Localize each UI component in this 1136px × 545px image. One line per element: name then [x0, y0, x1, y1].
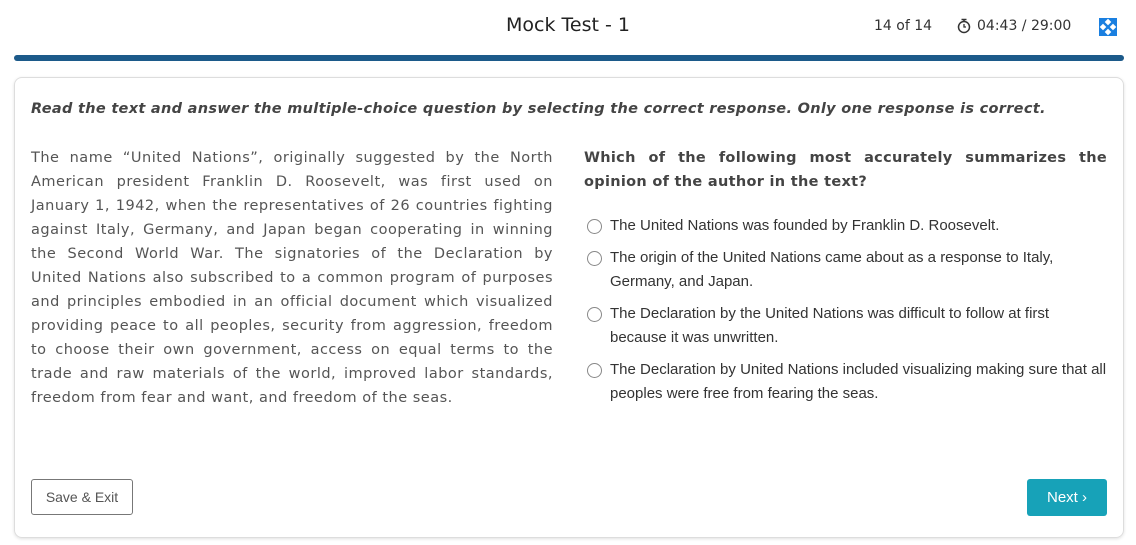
question-counter: 14 of 14: [874, 18, 933, 34]
timer-text: 04:43 / 29:00: [977, 18, 1072, 34]
reading-passage: The name “United Nations”, originally suggested by the North American president Franklin D. Roosevelt, was first used on January 1, 1942, when the representatives of 26 countries fighting against Italy, Germany, and Japan began cooperating in winning the Second World War. The signatories of the Declaration by United Nations also subscribed to a common program of purposes and principles embodied in an official document which visualized providing peace to all peoples, security from aggression, freedom to choose their own government, access on equal terms to the trade and raw materials of the world, improved labor standards, freedom from fear and want, and freedom of the seas.: [31, 150, 553, 406]
answer-option[interactable]: [587, 358, 1107, 406]
option-label: The Declaration by United Nations included visualizing making sure that all peoples were free from fearing the seas.: [610, 361, 1107, 402]
progress-bar: [14, 55, 1124, 61]
answer-option[interactable]: [587, 302, 1107, 350]
fullscreen-icon[interactable]: [1099, 18, 1117, 36]
header: [0, 0, 1136, 55]
question-text: Which of the following most accurately summarizes the opinion of the author in the text?: [584, 150, 1107, 190]
page-title: Mock Test - 1: [506, 14, 630, 36]
next-button[interactable]: Next ›: [1027, 479, 1107, 516]
answer-option[interactable]: [587, 214, 1107, 238]
progress-fill: [14, 55, 1124, 61]
radio-button[interactable]: [587, 363, 602, 378]
answer-option[interactable]: [587, 246, 1107, 294]
option-label: The United Nations was founded by Franklin D. Roosevelt.: [610, 217, 1000, 234]
stopwatch-icon: [957, 18, 971, 34]
question-card: [14, 77, 1124, 538]
option-label: The origin of the United Nations came about as a response to Italy, Germany, and Japan.: [610, 249, 1054, 290]
timer: [957, 18, 1071, 34]
radio-button[interactable]: [587, 251, 602, 266]
option-label: The Declaration by the United Nations was difficult to follow at first because it was unwritten.: [610, 305, 1050, 346]
radio-button[interactable]: [587, 219, 602, 234]
answer-options: [587, 214, 1107, 414]
instruction-text: Read the text and answer the multiple-choice question by selecting the correct response. Only one response is correct.: [31, 101, 1046, 117]
save-exit-button[interactable]: Save & Exit: [31, 479, 133, 515]
radio-button[interactable]: [587, 307, 602, 322]
